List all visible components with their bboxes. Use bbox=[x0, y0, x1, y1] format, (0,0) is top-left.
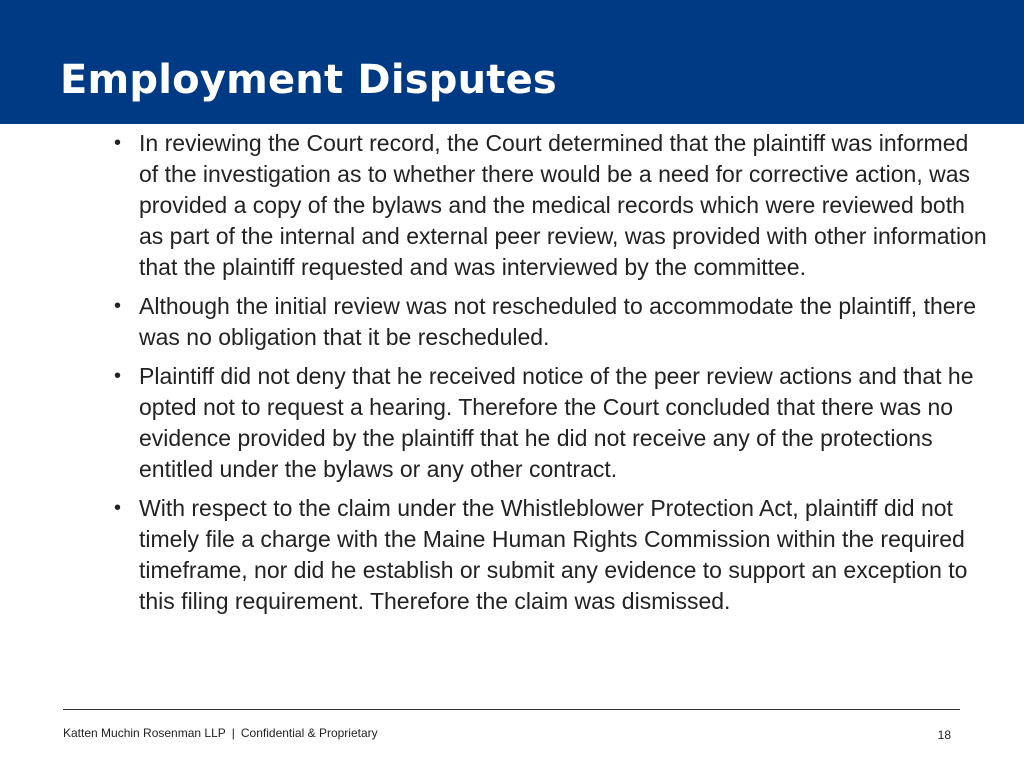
footer-firm-name: Katten Muchin Rosenman LLP bbox=[63, 726, 226, 740]
footer-text bbox=[63, 725, 378, 741]
bullet-text: In reviewing the Court record, the Court determined that the plaintiff was informed of the investigation as to whether there would be a need for corrective action, was provided a copy of the bylaws and the medical records which were reviewed both as part of the internal and external peer review, was provided with other information that the plaintiff requested and was interviewed by the committee. bbox=[139, 130, 987, 280]
bullet-item bbox=[114, 291, 989, 353]
footer-divider bbox=[63, 709, 960, 710]
bullet-text: Although the initial review was not rescheduled to accommodate the plaintiff, there was no obligation that it be rescheduled. bbox=[139, 293, 977, 350]
bullet-dot-icon: • bbox=[114, 497, 122, 519]
bullet-text: Plaintiff did not deny that he received notice of the peer review actions and that he opted not to request a hearing. Therefore the Court concluded that there was no evidence provided by the plaintiff that he did not receive any of the protections entitled under the bylaws or any other contract. bbox=[139, 363, 974, 482]
slide-header bbox=[0, 0, 1024, 124]
bullet-item bbox=[114, 128, 989, 283]
footer-confidential-label: Confidential & Proprietary bbox=[240, 726, 378, 740]
page-number: 18 bbox=[937, 728, 951, 742]
bullet-dot-icon: • bbox=[114, 295, 122, 317]
bullet-dot-icon: • bbox=[114, 132, 122, 154]
bullet-list bbox=[114, 128, 989, 625]
footer-separator: | bbox=[231, 726, 235, 740]
bullet-item bbox=[114, 493, 989, 617]
slide-title: Employment Disputes bbox=[60, 57, 557, 103]
bullet-dot-icon: • bbox=[114, 365, 122, 387]
bullet-item bbox=[114, 361, 989, 485]
bullet-text: With respect to the claim under the Whistleblower Protection Act, plaintiff did not timely file a charge with the Maine Human Rights Commission within the required timeframe, nor did he establish or submit any evidence to support an exception to this filing requirement. Therefore the claim was dismissed. bbox=[139, 495, 968, 614]
